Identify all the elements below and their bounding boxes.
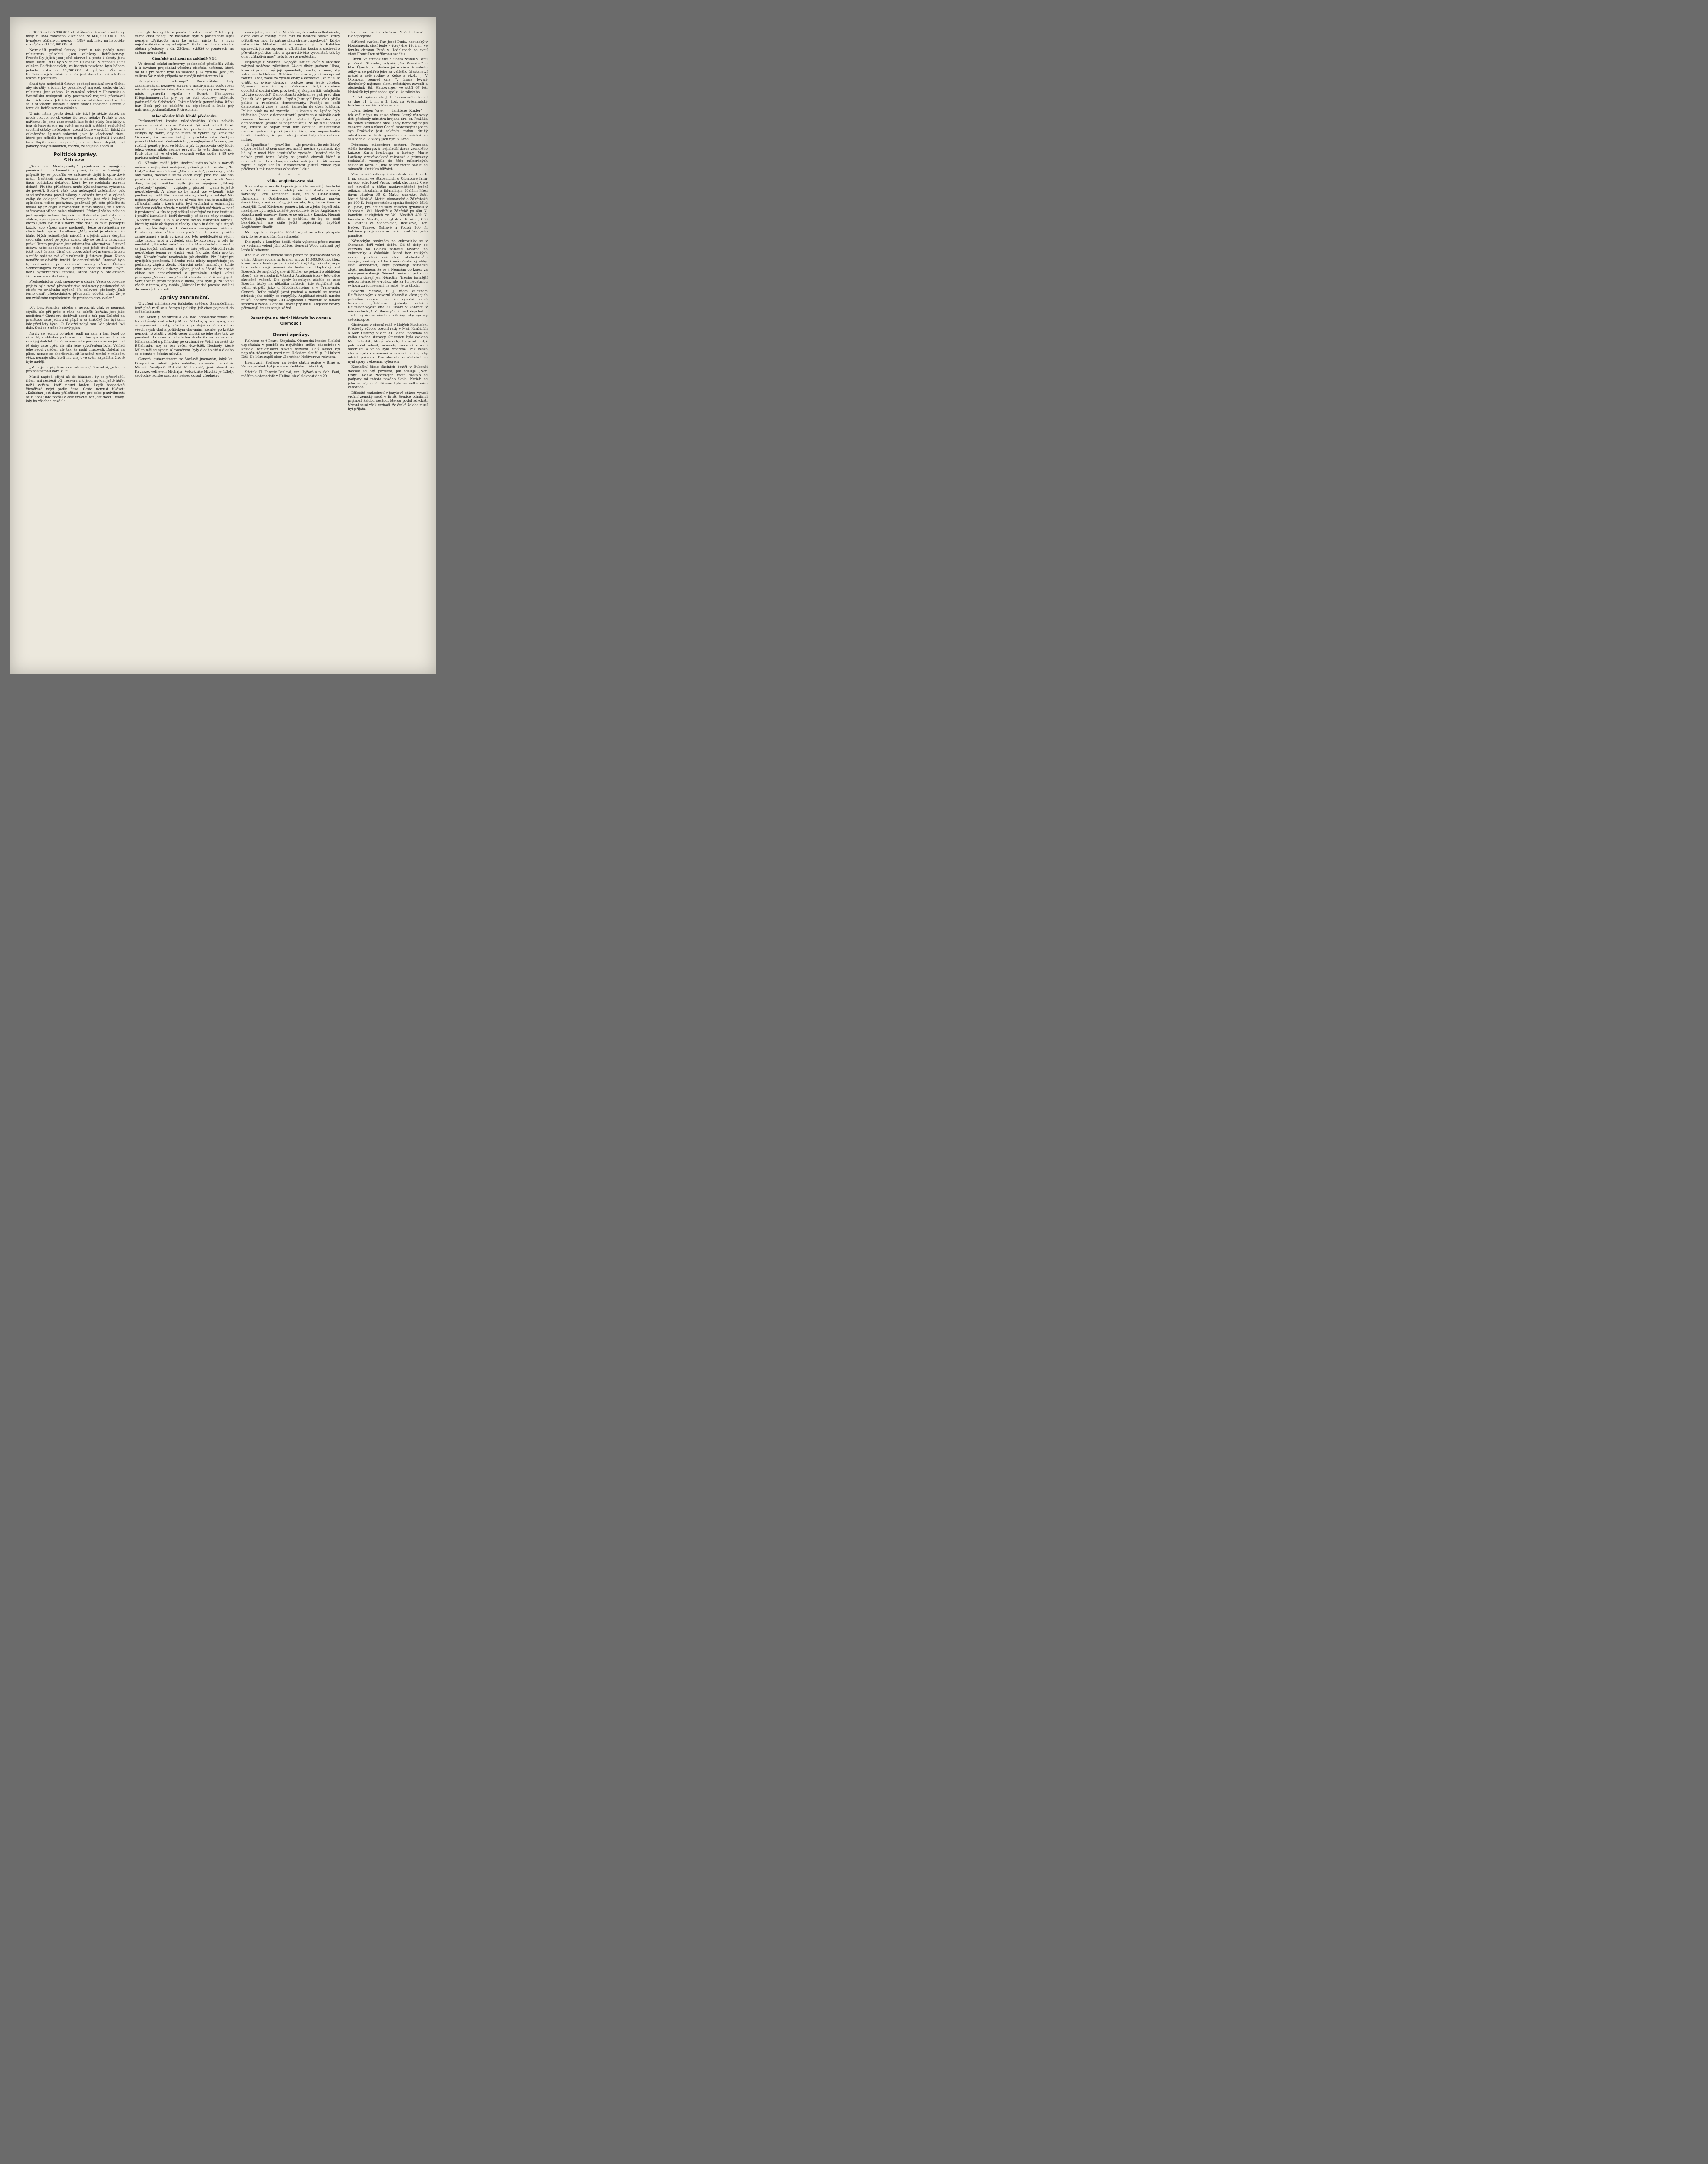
separator-stars: * * * (278, 173, 303, 177)
article-heading: Císařské nařízení na základě § 14 (152, 56, 217, 61)
article-paragraph: „Dem lieben Vater — dankbare Kinder“ — tak zněl nápis na stuze věnce, který věnovaly děti předsedy ministra-krajana dra. br. Pražáka na rakev zesnulého otce. Tedy německý nápis českému otci a vůdci Čechů moravských! Jeden syn Pražákův jest sekčním radou, druhý advokátem a třetí generálem a všichni ve službách c. k. vlády jsou nyní v Brně. (348, 109, 428, 142)
article-paragraph: Dle zpráv z Londýna hodlá vláda vykonati přece změnu ve vrchním velení jižní Africe. Generál Wood nahradí prý lorda Kitchenera. (241, 239, 340, 252)
article-paragraph: Generál gubernatorem ve Varšavě jmenován, když kn. Dragomirov odmítl jeho nabídku, generální pobočník Michail Vasiljevič Mikuláš Michajlovič, jenž sloužil na Kavkaze, velitelem Michajla. Velkokníže Mikuláš je 42letý, svobodný. Polské časopisy nejsou dosud přeplněny. (135, 357, 234, 378)
article-paragraph: U nás máme peněz dosti, ale když je někde statek na prodej, koupí ho obyčejně žid nebo nějaký Prušák a pak nařízime, že jsme zase ztratili kus české půdy. Bez lásky a bez obětavosti nic na světě se nedaří a žádné rozluštění sociální otázky nečekejme, dokud bude v srdcích lidských zakořeněno špinavé sobectví, jako je všeobecně dnes, které pro několik krejcarů nejhoršímu nepříteli i vlastní krev. Kapitalismem se poměry ani na vlas nezlepšily nad poměry doby feudálních, možná, že se ještě zhoršilu. (26, 111, 125, 148)
article-paragraph: Stříbrná svatba. Pan Josef Duda, hostinský v Hodolanech, slaví bude v úterý dne 19. t. m. ve farním chrámu Páně v Hodolanech se svojí chotí Františkou stříbrnou svadbu. (348, 39, 428, 56)
article-paragraph: Jmenování. Profesor na české státní reálce v Brně p. Václav Jeřábek byl jmenován ředitelem této školy. (241, 360, 340, 369)
article-paragraph: Důležité rozhodnutí v jazykové otázce vynesl vrchní zemský soud v Brně. Soudce odmítnul přijmout žalobu českou, kterou podal advokát. Vrchní soud však rozhodl, že česká žaloba musí být přijata. (348, 390, 428, 411)
article-paragraph: Předsednictvo posl. sněmovny u císaře. Včera dopoledne přijato bylo nové předsednictvo sněmovny poslanecké od císaře ve zvláštním slyšení. Na oslovení předsedy, jímž tento císaři předsednictvo představil, odvětil císař, že je mu zvláštním uspokojením, že předsednictvo zvolené (26, 280, 125, 300)
article-paragraph: „Co bys, Francku, ničeho si nepopřál, však se nemusíš stydět, ale při práci z ráno na zahřítí kořalka jest jako medicína.“ Chuti mu dodávali dosti a tak pan Doležel na pranštotu zase jednou si připil a za kratičký čas byl tam, kde před lety býval. O. Doležel nebyl tam, kde přestal, byl dále. Stal se z něho hotový piján. (26, 306, 125, 330)
section-heading: Zprávy zahraniční. (159, 295, 209, 301)
article-paragraph: Sňatek. Pl. Terezie Paulová, roz. Hyžová a p. Seb. Paul, měšťan a obchodník v Hulíně, slaví slavnost dne 29. (241, 370, 340, 378)
subsection-heading: Situace. (64, 158, 87, 163)
column-3 (241, 30, 340, 379)
article-heading: Mladočeský klub hledá předsedu. (151, 113, 217, 118)
article-paragraph: Rekviem za † Frant. Stejskala. Olomucká Matice školská uspořádala v pondělí za největšího sněhu odbrodnice v kostele kanucínském slavné rekviem. Celý kostel byl naplněn účastníky, mezi nimi Rekviem sloužil p. P. Hubert Ettl. Na kůru zapěl sbor „Žerotína“ Neštverovo rekviem. (241, 338, 340, 359)
article-paragraph: vou o jeho jmenování. Nanáše se, že osoba velkoknížete, člena carské rodiny, bude míti na některé polské kruhy přitažlivou moc. To patrně platí straně „ugodovců“. Kdyby velkokníže Mikuláš měl v úmyslu býti k Polákům spravedlivým zástupcem a ofíciálního Ruska a sledoval z převážné politiku míru a spravedlivého vyrovnání, tak by ona „přítažlivá moc“ nebyla právě neštěstím. (241, 30, 340, 59)
article-paragraph: r. 1886 za 305,900.000 zl. Veškeré rakouské spořitelny měly r. 1884 zaneseno v knihách za 600,200.000 zl. na hypotéky půjčených peněz, r. 1897 pak měly na hypotéky rozpůjčeno 1172,300.000 zl. (26, 30, 125, 47)
article-paragraph: „Son- und Montagszeitg.“ pojednává o nynějších poměrech v parlamentě a praví, že v nepřznivějším případě by se podařilo ve sněmovně dojíti k opravdové práci. Nastávají však nesnáze s adresní debatou anebo jinou politickou debatou, která by se podobala adresní debatě. Při této příležitosti může býti sněmovna vyhozena do povětří. Bude-li však toto nebezpečí zažehnáno, pak snad sněmovna povolí zákony o odvodu branců a vykoná volby do delegací. Povolení rozpočtu jest však každým způsobem velice pochybno, poněvadž při této příležitosti mohlo by již dojíti k rozhodnutí v tom smyslu, že s touto sněmovnou vůbec nelze vládnouti. Přehrají všeho nebude jest nynější ústava. Poprvé, co Rakousko jest ústavním státem, slyšeli jsme v trůnní řeči významná slova: „Ústava, kterou jsem své říši z dobré vůle dal.“ To musí pochopiti každý, kdo vůbec chce pochopiti. Ještě zřetelnějším se stává tento výrok dodatkem: „Můj zřetel je obrácen ku blahu Mých jednotlivých národů a z jejich zdaru čerpám svou sílu, neboť po jejich zdaru, aby se těšili z ústavních práv.“ Tímto projevem jest odstraněna alternativa, ústavní ústava nebo absolutismus, nebo jest ještě třetí možnost, totiž nová ústava. Císař dal dobrovolně svým časem ústavu a může opět ze své vůle nahraditi ji ústavou jinou. Nikdo nemůže se odvážiti tvrditi, že centralistická, únorová byla by dobrodiním pro rakouské národy vůbec. Ústava Schmerlingova nebyla od prvního počátku ničím jiným, nežli byrokratickou fantasií, která nikdy v praktickém životě nezapustila kořeny. (26, 164, 125, 278)
article-paragraph: Severní Moravě, t. j. všem záložnám Raiffeisenovým v severní Moravě a všem jejich přátelům oznamujeme, že výroční valná hromada „Ústřední jednoty záložen Raiffeisenových“ dne 21. února v Zábřehu v místnostech „Obč. Besedy“ o 9. hod. dopolední. Timto vybízíme všechny záložny, aby vyslaly své zástupce. (348, 289, 428, 322)
article-paragraph: Vlastenecké odkazy kněze-vlastence. Dne 4. t. m. skonal ve Stabenicích u Olomouce farář na odp. vdp. Josef Pruca, rodák chotínský. Cele své nevelké a těžko nashromážděné jmění odkázal národním a lidumilným účelům: Mezi jiným chudým 60 K, Matici opavské, Ústř. Matici školské, Matici olomoucké a Záhřebské po 200 K, Podporovatelnu spolku českých žáků v Opavě, pro chudé žáky českých gymnasií v Olomouci, Val. Meziříčí a Záhřebě po 400 K, konviktu studujících ve Val. Meziříčí 400 K, kostelu ve Veselé, kde byl dříve farářem, 600 K, kostelu ve Stabenicích, Radíkově, Hor. Bečvě, Trnavě, Ostravě a Podolí 200 K. Většinou pro jeho okres patřil. Buď čest jeho památce! (348, 172, 428, 238)
article-paragraph: Mor vypukl v Kapském Městě a jest se velice přespolo šíří. To jestě Angličanům scházelo! (241, 230, 340, 238)
article-paragraph: Německým továrnám na cukrovinky se v Olomouci daří velmi dobře. Od té doby, co zařízena na Dolním náměstí továrna na cukrovinky a čokoládu, která bez velikých reklam prodává své zboží obchodníkům českým, zmizely z trhu i naše české výrobky. Naši obchodníci, když prodávají německé zboží, nechápou, že se ji Němcům do kapsy za naše peníze dávají. Němečtí továrníci pak svou podporu dávají jen Němcům. Trochu lacinější nejsou německé výrobky, ale za tu nepatrnou výhodu ztrácíme sami na sobě. Je to škoda. (348, 238, 428, 288)
article-paragraph: Parlamentární komise mladočeského klubu nabídla předsednictví klubu dru. Kaizlovi. Týž však odmítl. Totéž učinil i dr. Herold. Jelikož též předsednictví nabídnuto. Nebyla by dobře, aby na místo to vybrán byl konkurs? Okolnost, že nechce žádný z předáků mladočeských převzíti klubovní předsednictví, je nejlepším důkazem, jak rozbitý poměry jsou ve klubu a jak dopracovala celý klub, jehož vedení nikdo nechce převzíti. To je to dopracování! Klub chce již ve čtvrtek vykonati volbu podle § 49 své parlamentární komise. (135, 119, 234, 160)
article-paragraph: Anglická vláda neměla zase peněz na pokračování války v jižní Africe; vydala na to nyní znovu 11,000.000 lib. šter., které jsou v tomto případě částečně výlohy, jež ostatně po této válce mají pomoci do budoucna. Doplněný jest Boerech, že anglický generál Pilcher se pokusil o obklíčení Boerů, ale se nezdařil. Vítězství Angličanů jsou v této válce skutečně vzácná. Dle zpráv boerských zdařilo se zase Boerům útoky na několika místech, kde Angličané tak velmi utrpěli, jako u Modderfonteinu a v Transvaalu. Generál Botha zahájil jarní pochod a nemohl se nechat zdržeti; jeho oddíly se rozptýlily. Angličané ztratili mnoho mužů. Boerové zajali 200 Angličanů a zmocnili se mnoho střeliva a zásob. Generál Dewet prý unikl. Anglické noviny přiznávají, že situace je vážná. (241, 253, 340, 310)
article-paragraph: Nejmladší peněžní ústavy, které u nás počaly mezi rolnictvem působiti, jsou založeny Raiffeisenovy. Prostředky jejich jsou ještě skrovné a proto i obraty jsou malé. Roku 1897 bylo v celém Rakousku v činnosti 1669 záložen Raiffeisenových, ve kterých povoleno bylo během jednoho roku za 14,700.000 zl. půjček. Působení Raiffeisenových záložen u nás jest dosud velmi mladé a takřka v počátcích. (26, 48, 125, 81)
article-paragraph: Nepokoje v Madridě. Nejvyšší soudní dvůr v Madridě zabýval nedávno záležitostí 24leté dívky jménem Ubao, kterouž pohnul prý její zpovědník, Jesuita, k tomu, aby vstoupila do kláštera. Ohlášení Salmerona, jenž zastupoval rodinu Ubao, žádal za vydání dívky a dovozoval, že musí se vrátiti do svého domova, protože není jestě 25letou. Vynesení rozsudku bylo očekáváno. Když ohlášeno opouštění soudní síně, provázeli jej skupina lidí, volajících: „Ať žije svoboda!“ Demonstranti odebrali se pak před dům Jesuitů, kde provolávali: „Pryč s Jesuity!“ Brzy však přišla policie a rozehnala demonstranty. Později se sešli demonstranti zase a házeli kamením do oken kláštera. Policie však na ně vyrazila. I u kostela sv. Ignáce byly tlačenice. Jeden z demonstrantů postřelen a několik osob raněno. Rovněž i v jiných městech Španělska byly demonstrace. Jesuité si nepřipouštějí, že by měli jednati zle, kdežto se odpor proti nim zvětšuje. Ministerstvo nechce vystoupiti proti jednání řádu, aby nepovzbudilo hnutí. Uváděno, že pro toto jednání byly demonstrace nutné. (241, 60, 340, 142)
article-paragraph: O „Národní radě“ jejíž utvoření uvítáno bylo v národě našem s nejlepšími nadějemi, přinášejí mladočeské „Plz. Listy“ velmi veselé čtení. „Národní rada“, praví ony, „měla aby radila, dostávala se za všech krajů plno rad, ale ona prostě si jich nevšímá. Ani slova z ní nelze dostati. Není divu, že její zaniklost vyšlo již ke výpůjčce. „Takový „předsedy“ spolek“ — vtipkuje p. pisatel — „jsme tu ještě nepotřebovali. A přece co by mohl vše vykonati, jaké poslání vyplniti! Než marné všecky stesky a žaloby! Nic nejsou platny! Cimvice ve na ní volá, tím ona je zamlklejší. „Národní rada“, která měla býti vrchními a ochranným strážcem celého národa v nejdůležitějších otázkách — není k probuzení. A tím to prý stěžují si veřejně na tuto instituci i pražští žurnalisté, kteří dovedli ji až dosud vždy chrániti. „Národní rada“ slibila založení svého tiskového bureau, které by mělo až doposud všecky, aby o tu dobu byla stejně pak nejdůležitější a k českému veřejnému vědomí. Předsedky sice vůbec neodpověděla. A pořád pražští zaměstnanci z úsilí vyřízení pro tyto nejdůležitější věci… Také nebylo proč a výsledek sám by kdo nebyl a celý by neudělal. „Národní rada“ pomohla Mladočechům zprostiti se jazykových nařízení, a tím ze tato ješitná Národní rada nepotřebné jenom ve vlastní věci. Nic zde. Ráda pro to, aby „Národní rada“ neodvolala, jak chválilo „Plz. Listy“ při nynějších poměrech. Národní rada nikdy nepotřebuje jen podmínky zápisu všech. „Národní rada“ naznačuje, tohle vinu nese jednak tiskový výbor, jehož s účastí, že dosud vůbec nic nenazzkoumal a protokolu nebyli velmi přístupny „Národní rady“ se škodou do poměrů veřejných. Veřejnost to proto napadá a úloha, jenž nyní je za úvahu všech v tomto, aby mohla „Národní rada“ povolat své lidi do zemských a vlasti. (135, 161, 234, 291)
section-heading: Politické zprávy. (53, 151, 97, 158)
article-paragraph: Král Milan †. Ve středu o ½4. hod. odpoledne zemřel ve Vídni bývalý král srbský Milan. Srbsko, zprvu tajený, smí schopnostmi mnohý, ačkoliv v pozdější době zbavil se všech svých vlád a politickým chováním. Zemřel po krátké nemoci, již zjistil v pátek večer zhoršil se jeho stav tak, že poněkud do rána z odpoledne dostavila se katastrofa. Milan zemřel o půl hodiny po ordinaci ve Vídni na cestě do Bělehradu, aby se ten večer dozvěděl. Neshody, které Milan měl se synem Alexandrem, byly dlouholeté a dlouho se o tomto v Srbsku mluvilo. (135, 315, 234, 356)
article-paragraph: ledna ve farním chrámu Páně hulínském. Blahopřejeme. (348, 30, 428, 39)
article-heading: Válka anglicko-zavalská. (267, 179, 315, 184)
article-paragraph: Úmrtí. Ve čtvrtek dne 7. února zesnul v Pánu p. Frant. Strnadel, mlynář „Na Pravníku“ u Hor. Újezda, v mladém ještě věku. V sobotu odbýval se pohřeb jeho za velikého účastenství přátel a celé rodiny z Kelče a okolí. — V Olomouci zemřel dne 7. února bývalý dlouholetý nájemce olom. městských závodů a obchodník Ed. Haubwerger ve stáří 67 let. Nebožtík byl předsedou spolku katolického. (348, 57, 428, 94)
newspaper-page (10, 17, 436, 674)
article-paragraph: Obstrukce v obecní radě v Malých Kunčicích. Předsedy výboru obecní rady v Mal. Kunčicích a Mor. Ostravy, v den 31. ledna, pořádala se volba nového starosty. Starostou bylo zvoleno Mr. Teltschik, který německy hlasoval. Když pak začal mluvit, německý zástupci zavedli obstrukci a volba byla zmařena. Pak česká strana vydala usnesení a zavolali policii, aby udržel pořádek. Pan starosta zaměstnává se nyní spory s obecním výborem. (348, 323, 428, 364)
article-paragraph: Stav války v osadě kapské je stále neurčitý. Poslední depeše Kitchenerova nesdělují nic než ztráty a menší šarvátky. Lord Kitchener hlásí, že v Clanvilliamu, Dniondalu a Ondshoomu došlo k několika malým šarvátkám, které skončily, jak se zdá, tím, že se Boerové rozutýlili. Lord Kitchener poměry, jak se z Jeho depeší zdá, nezdají se býti nějak zvláště povzbudivé, že by Angličané v Kapsku měli úspěchy. Boerové se udržují v Kapsku. Nemají výhod, jakým se těšili z počátku, že by se stali bezvládnými; ale stále ještě nepřestávají úspěšně Angličanům škoditi. (241, 184, 340, 229)
article-paragraph: Princezna milosrdnou sestrou. Princezna Adéla Isenburgová, nejmladší dcera zesnulého knížete Karla Isenburga a kněžny Marie Loušeny, arcivévodkyně rakouské a princezny toskánské, vstoupila do řádu milosrdných sester sv. Karla B., kde ke své matce pokusí se odnaučiti skutkům blížních. (348, 142, 428, 171)
article-paragraph: Klerikální škole školních bratří v Bubenči dostalo se prý povolení, jak sděluje „Nár. Listy“. Kolika židovských rodin dostalo se podpory od tohoto nového škole. Nedaří se jeho se zájmem? Zřízeno bylo ve velké míře věnováno. (348, 365, 428, 390)
boxed-notice: Pamatujte na Matici Národního domu v Olomouci! (241, 314, 340, 328)
article-paragraph: no bylo tak rychle a poměrně jednohlasně. Z toho prý čerpá císař naději, že nastanou nyní v parlamentě lepší poměry. „Přikročte nyní ke práci, místo to je nyní nejdůležitějším a nejnutnějším“. Po té rozmlouval císař s oběma předsedy, s dr. Žáčkem zvláště o poměrech na sněmu moravském. (135, 30, 234, 55)
article-paragraph: „Mohl jsem přijíti na více zatracení,“ říkával si, „a to jen pro něštastnou kořalku!“ (26, 365, 125, 374)
column-2 (135, 30, 234, 379)
column-4 (348, 30, 428, 412)
article-paragraph: Snad tyto nejmladší ústavy pochopí sociální svou úlohu, aby sloužily k tomu, by pozemkový majetek zachován byl rolnictvu. Jest známo, že zámožní rolníci v Hessensku a Westfálsku nedopustí, aby pozemkový majetek přecházel do cizích rukou. Jeli kde dražba na rolnickou usedlost, tu se k ní všichni dostaví a koupí statek společně. Peníze k tomu dá Raiffeisenova záložna. (26, 81, 125, 110)
article-paragraph: Napiv se jednou pořádně, padl na zem a tam ležel do rána. Byla chladná podzimní noc. Ten spánek na chladné zemi jej dodělal. Silně onemocněl a pozdravív se na jaře od té doby zase opět, ale síla jeho vykořeněna byla. Vzhled jeho nebyl vyléčen, ale tak, že mohl pracovati. Doléhal na plíce, nemoc se zhoršovala, až konečně umřel v mladém věku, nemaje sílu, kteří mu znejít ve svém zapadlém životě bylo naději. (26, 331, 125, 364)
section-heading: Denní zprávy. (272, 332, 309, 338)
article-paragraph: Pohřeb spisovatele J. L. Turnovského konal se dne 11. t. m. o 3. hod. na Vyšehradský hřbitov za velikého účastenství. (348, 95, 428, 107)
article-paragraph: Kriegshammer odstoupí? Budapešťské listy zaznamenávají poznovu zprávu o nastávajícím odstoupení ministra vojenství Kriegshammera, kterýž prý nastoupí na místo generála Apella v Bosně. Nástupcem Kriegshammerovým prý by se stal odborový náčelník podmaršálek Schönaich. Také náčelník generálního štábu bar. Beck prý se odebéře na odpočinutí a bude prý nahrazen podmaršálkem Pittreichem. (135, 79, 234, 112)
column-1 (26, 30, 125, 405)
article-paragraph: Musil napřed přijíti až do blázince, by se přesvědčil, tidem ani neštěstí oči nezavírá a tí jsou na tom ještě hůře, nežli zvířata, kteří nesmí budou. Lepší hospodyně čtenářské nejví podle čase. Často nemusí říkávat: „Každému jest dána příležitost pro pro sebe pozdvihnouti až k Bohu; kdo přešel z celé úrovně, ten jest dosti i tehdy, kdy ho všechno chválí.“ (26, 374, 125, 403)
article-paragraph: Utvoření ministerstva italského svěřeno Zanardellimu, jenž plně radí se s četnými politiky, jež chce pojmouti do svého kabinetu. (135, 302, 234, 314)
article-paragraph: Ve dnešní schází sněmovny poslanecké předložila vláda k ú tavnímu projednání všechna císařská nařízení, která od ní s přeložené byla na základě § 14 vydána. Jest jich celkem 58; z nich připadá na nynější ministerstvo 18. (135, 61, 234, 78)
article-paragraph: „O Španělsko“ — praví list — „je pravdou, že zde lidový odpor nedává až sem sice bez násilí, nechce vymáhati, aby lid byl z moci řádu jesuitského vyvázán. Ostatně nic by nebyla proti tomu, kdyby se jesuité chovali řádně a nevmísili se do rodinných záležitostí jen k vůli svému zájmu a svým účelům. Nepozornost jesuitů vůbec byla příčinou k tak mocnému vzbouření lidu.“ (241, 142, 340, 171)
